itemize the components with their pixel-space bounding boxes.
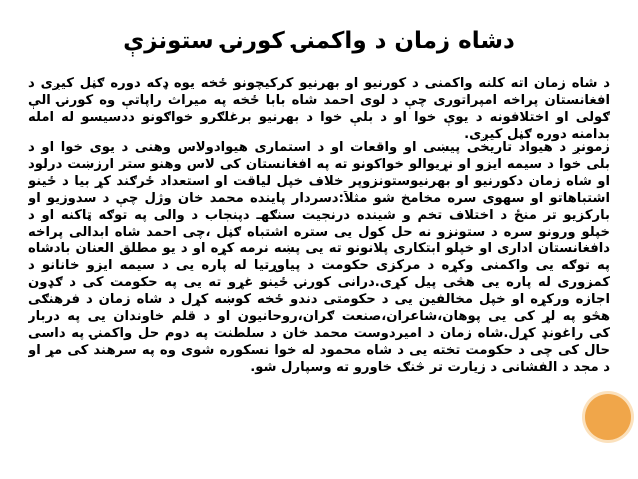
paragraph-line: بدامنه دوره ګڼل کیږی. [464,126,610,142]
paragraph-line: بارکزیو تر منځ د اختلاف تخم و شینده درنجیت سنګهـ دپنجاب د والی په توګه ټاکنه او د [28,207,610,223]
paragraph-line: بلی خوا د سیمه ایزو او نړیوالو خواکونو ته په افغانستان کی لاس وهنو ستر ارزښت درلود [28,156,610,172]
page-title: دشاه زمان د واکمنۍ کورنۍ ستونزې [123,28,515,54]
paragraph-line: کمزوری له پاره یی هڅی پیل کړی.درانی کورنۍ ځینو غړو ته یی په حکومت کی د ګډون [28,275,610,291]
paragraph-line: او شاه زمان دکورنیو او بهرنیوستونزوپر خلاف خپل لیاقت او استعداد ځرګند کړ بیا د ځینو [28,173,610,189]
paragraph-line: خپلو ورونو سره د ستونزو نه حل کول یی ستره اشتباه ګڼل ،چی احمد شاه ابدالی پراخه [28,224,610,240]
paragraph-line: د مجد د الفشانی د زیارت تر څنګ خاورو ته وسپارل شو. [250,359,610,375]
paragraph-line: په توګه یی واکمنی وکړه د مرکزی حکومت د پیاوړتیا له پاره یی د سیمه ایزو خانانو د [28,258,610,274]
paragraph-line: ګولی او اختلافونه د یوې خوا او د بلې خوا د بهرنیو برغلګرو خواګونو ددسیسو له امله [28,109,610,125]
decorative-circle [585,394,631,440]
paragraph-1 [28,76,610,144]
paragraph-2 [28,140,610,377]
paragraph-line: دافغانستان اداری او خپلو ابتکاری پلانونو ته یی پښه نرمه کړه او د یو مطلق العنان بادشاه [28,241,610,257]
paragraph-line: زمونږ د هیواد تاریخی پیښی او واقعات او د استماری هیوادولاس وهنی د یوی خوا او د [28,140,610,155]
paragraph-line: اجازه ورکړه او خپل مخالفین یی د حکومتی دندو ځخه کوښه کړل د شاه زمان د فرهنګی [28,292,610,308]
paragraph-line: افغانستان پراخه امپراتوری چې د لوی احمد شاه بابا ځخه په میراث راپاتې وه کورنۍ الې [28,92,610,108]
paragraph-line: حال کی چی د حکومت تخته یی د شاه محمود له خوا نسکوره شوی وه په سرهند کی مړ او [28,342,610,358]
paragraph-line: د شاه زمان اته کلنه واکمنی د کورنیو او بهرنیو کرکیچونو ځخه یوه ډکه دوره ګڼل کیږی د [28,76,610,91]
paragraph-line: اشتباهاتو او سهوی سره مخامخ شو مثلاً:دسردار پاینده محمد خان وژل چې د سدوزیو او [28,190,610,206]
paragraph-line: کی راغونډ کړل.شاه زمان د امیردوست محمد خان د سلطنت په دوم حل واکمنۍ په داسی [28,325,610,341]
paragraph-line: هڅو په لړ کی یی پوهان،شاعران،صنعت ګران،روحانیون او د قلم خاوندان یی په دربار [28,309,610,325]
